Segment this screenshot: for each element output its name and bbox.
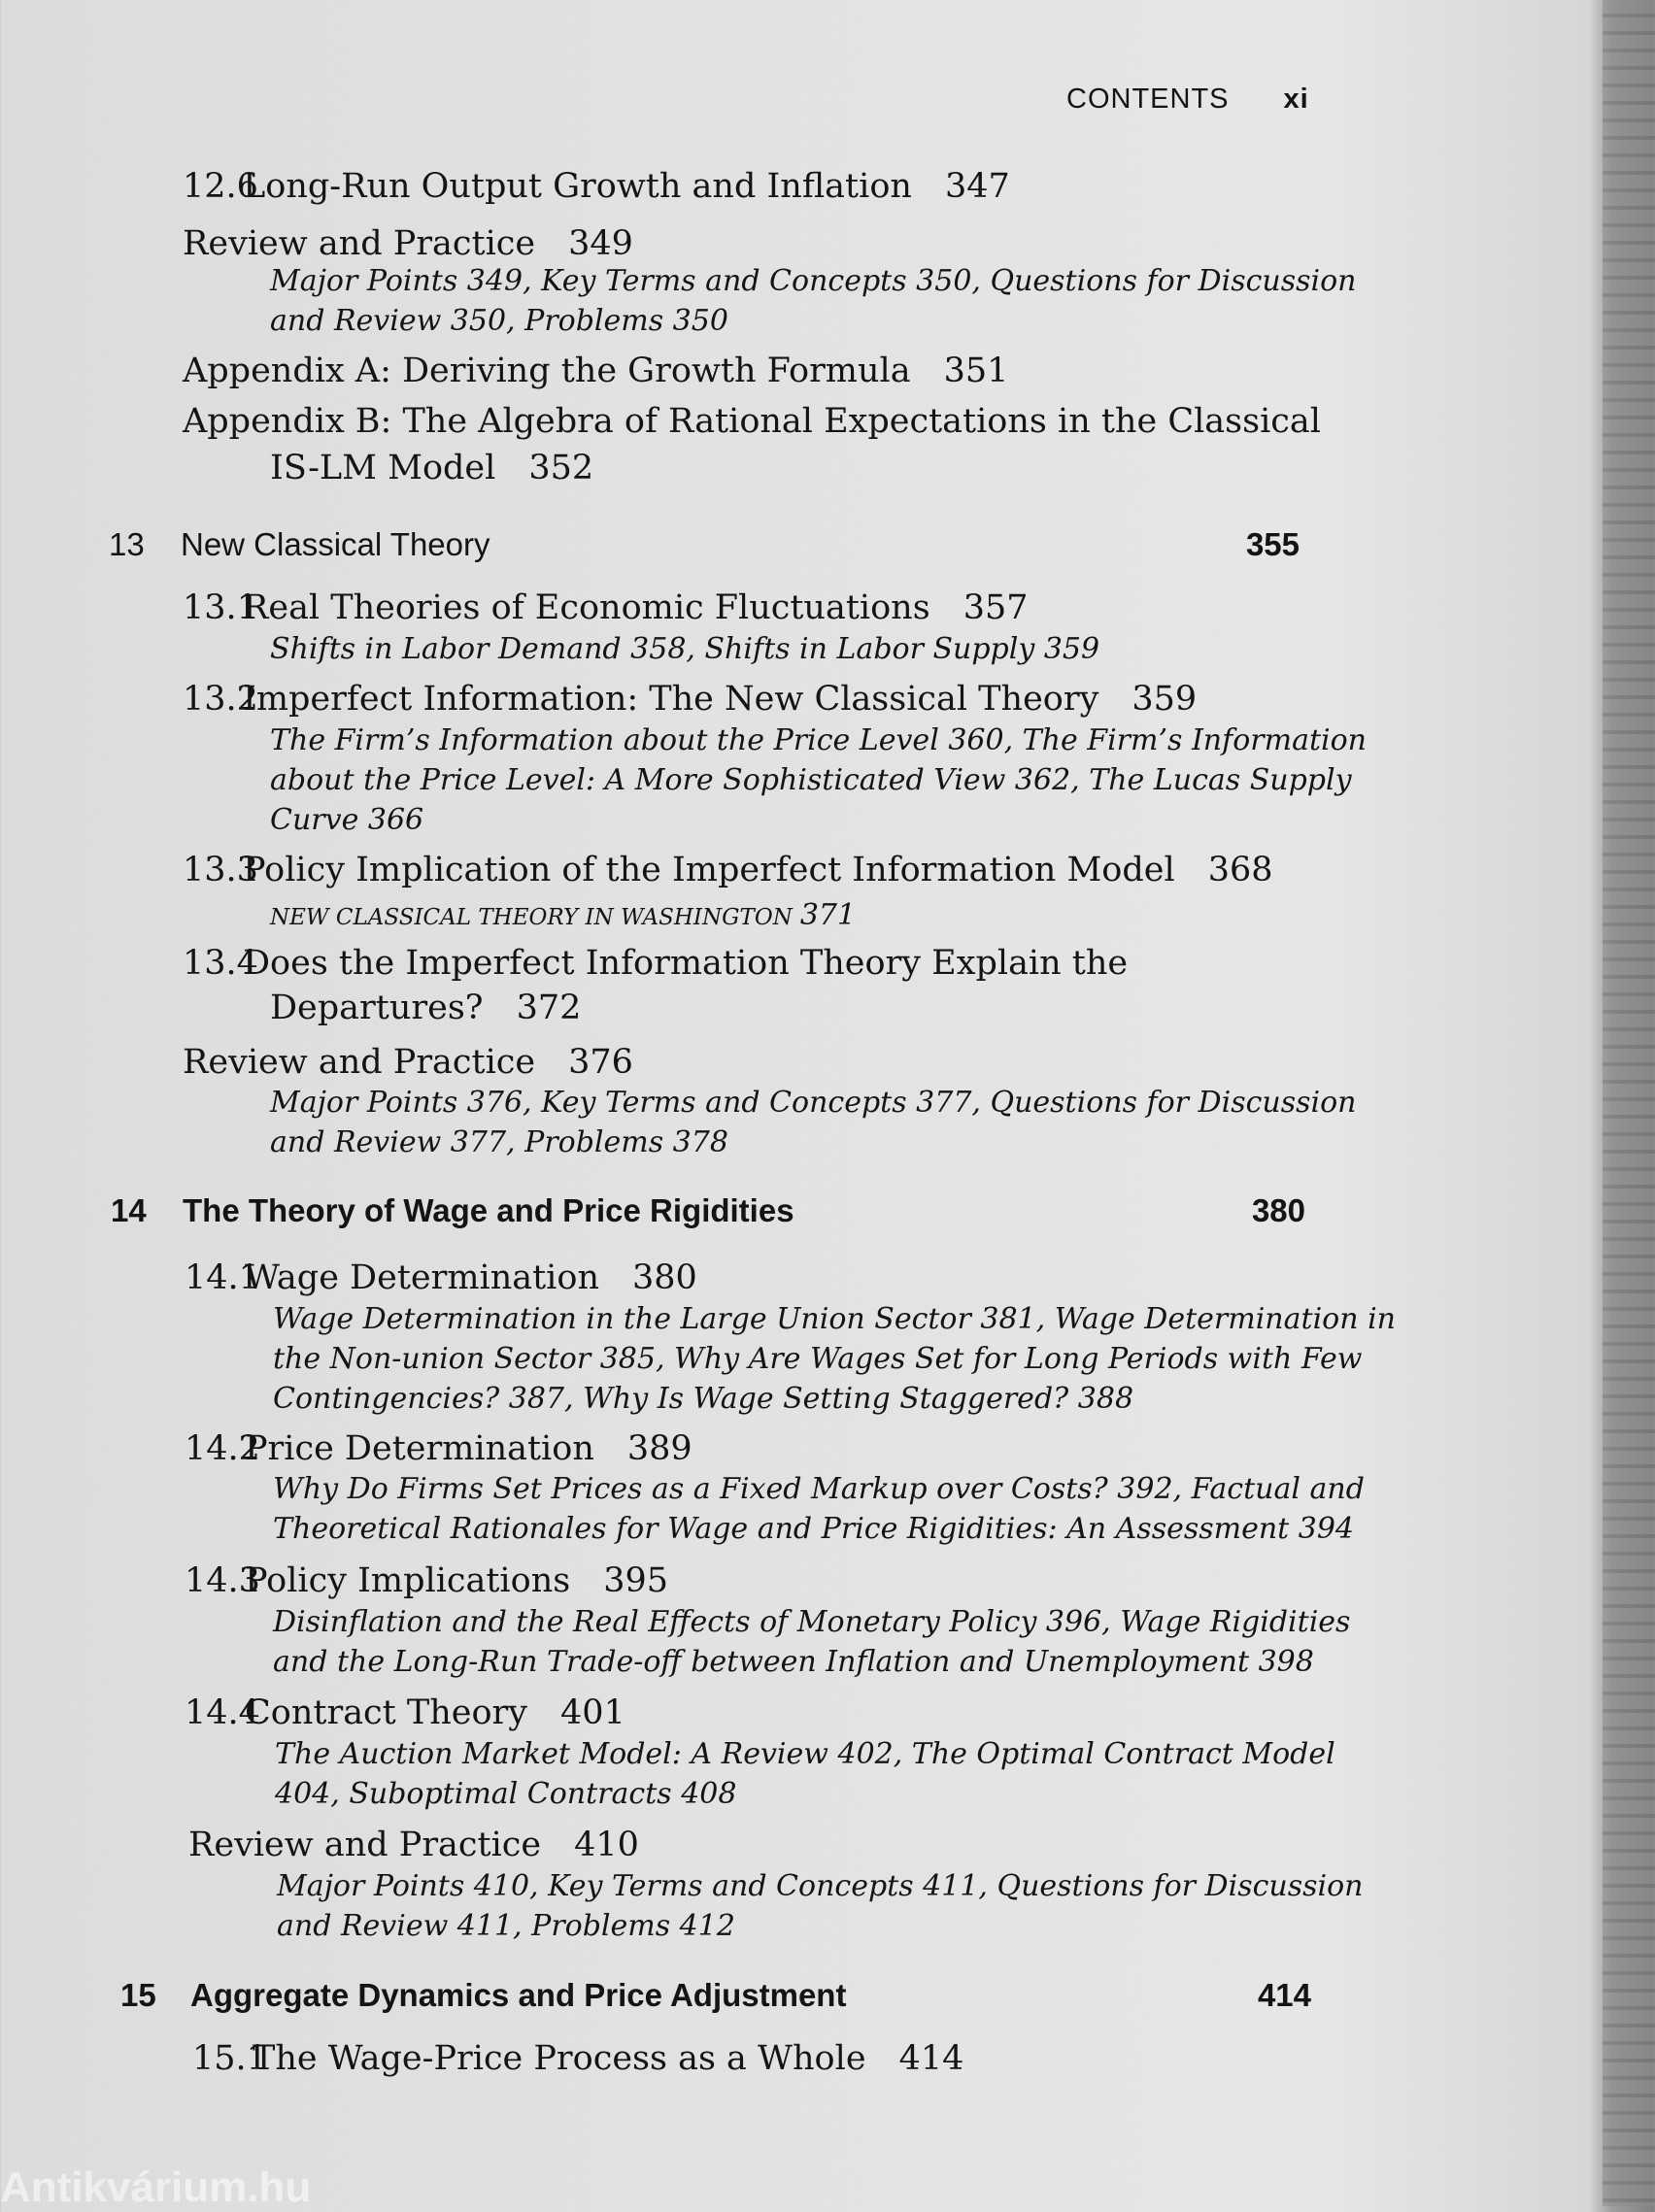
boxed-feature-title: NEW CLASSICAL THEORY IN WASHINGTON — [270, 905, 793, 930]
subtopic-line: The Auction Market Model: A Review 402, The Optimal Contract Model — [275, 1737, 1335, 1771]
section-title: Real Theories of Economic Fluctuations — [243, 588, 930, 627]
section-number: 13.1 — [183, 588, 258, 627]
toc-entry-13-2 — [183, 680, 1197, 719]
subtopic-line: Major Points 349, Key Terms and Concepts 350, Questions for Discussion — [270, 264, 1357, 298]
entry-title: Review and Practice — [183, 1043, 536, 1082]
subtopic-line: and the Long-Run Trade-off between Inflation and Unemployment 398 — [273, 1645, 1314, 1679]
toc-entry-appendix-b-cont — [270, 449, 593, 487]
chapter-number: 13 — [109, 526, 145, 562]
subtopic-line: and Review 411, Problems 412 — [277, 1909, 735, 1943]
entry-page: 349 — [568, 224, 633, 263]
section-title: The Wage-Price Process as a Whole — [253, 2039, 866, 2078]
entry-page: 376 — [568, 1043, 633, 1082]
section-page: 357 — [963, 588, 1029, 627]
section-number: 14.2 — [185, 1429, 260, 1468]
subtopic-line: Theoretical Rationales for Wage and Price Rigidities: An Assessment 394 — [273, 1512, 1355, 1546]
toc-entry-15-1 — [192, 2039, 963, 2078]
chapter-page: 355 — [1245, 526, 1300, 562]
section-number: 13.3 — [183, 851, 258, 889]
watermark: Antikvárium.hu — [0, 2163, 312, 2211]
section-number: 14.1 — [185, 1258, 260, 1297]
entry-title: Appendix A: Deriving the Growth Formula — [183, 352, 911, 390]
section-title: Policy Implications — [245, 1561, 571, 1600]
section-number: 14.4 — [185, 1693, 260, 1732]
chapter-title: New Classical Theory — [181, 526, 490, 562]
section-title: Wage Determination — [245, 1258, 599, 1297]
section-title-cont: Departures? — [270, 989, 484, 1027]
header-page-number: xi — [1283, 84, 1309, 115]
entry-title-cont: IS-LM Model — [270, 449, 496, 487]
toc-entry-12-6 — [183, 167, 1010, 206]
toc-entry-14-2 — [185, 1429, 692, 1468]
subtopic-line: Curve 366 — [270, 803, 424, 837]
section-page: 395 — [603, 1561, 669, 1600]
section-page: 347 — [944, 167, 1010, 206]
book-edge-shadow — [1603, 0, 1655, 2206]
subtopic-line: and Review 350, Problems 350 — [270, 304, 728, 338]
section-title: Long-Run Output Growth and Inflation — [243, 167, 912, 206]
section-page: 401 — [560, 1693, 625, 1732]
toc-entry-14-3 — [185, 1561, 668, 1600]
subtopic-line: 404, Suboptimal Contracts 408 — [275, 1777, 737, 1811]
chapter-title: Aggregate Dynamics and Price Adjustment — [190, 1977, 847, 2013]
review-12-subtopics — [270, 261, 1356, 341]
toc-entry-14-1 — [185, 1258, 697, 1297]
section-page: 372 — [516, 989, 582, 1027]
entry-page: 410 — [574, 1826, 639, 1864]
toc-entry-appendix-b — [183, 402, 1321, 441]
entry-title: Review and Practice — [183, 224, 536, 263]
subtopic-line: about the Price Level: A More Sophisticated View 362, The Lucas Supply — [270, 763, 1352, 797]
toc-entry-appendix-a — [183, 352, 1008, 390]
entry-title: Review and Practice — [188, 1826, 542, 1864]
chapter-number: 14 — [111, 1192, 147, 1228]
section-14-2-subtopics — [273, 1469, 1365, 1549]
toc-entry-13-3 — [183, 851, 1273, 889]
review-14-subtopics — [277, 1866, 1363, 1946]
subtopic-line: Wage Determination in the Large Union Sector 381, Wage Determination in — [273, 1302, 1396, 1336]
subtopic-line: Shifts in Labor Demand 358, Shifts in Labor Supply 359 — [270, 632, 1100, 666]
boxed-feature-page: 371 — [799, 898, 857, 932]
toc-entry-13-4-cont — [270, 989, 581, 1027]
section-title: Imperfect Information: The New Classical Theory — [243, 680, 1099, 719]
chapter-14-heading — [111, 1192, 1305, 1229]
section-page: 359 — [1131, 680, 1198, 719]
chapter-15-heading — [120, 1977, 1311, 2014]
section-title: Price Determination — [245, 1429, 594, 1468]
section-title: Policy Implication of the Imperfect Information Model — [243, 851, 1175, 889]
chapter-13-heading — [109, 526, 1300, 563]
subtopic-line: Major Points 410, Key Terms and Concepts 411, Questions for Discussion — [277, 1869, 1364, 1903]
chapter-page: 380 — [1251, 1192, 1305, 1228]
section-14-4-subtopics — [275, 1734, 1335, 1814]
toc-entry-13-1 — [183, 588, 1029, 627]
toc-entry-review-14 — [188, 1826, 639, 1864]
section-14-1-subtopics — [273, 1299, 1396, 1419]
chapter-page: 414 — [1257, 1977, 1311, 2013]
subtopic-line: The Firm’s Information about the Price Level 360, The Firm’s Information — [270, 723, 1367, 757]
toc-entry-review-12 — [183, 224, 633, 263]
section-page: 414 — [898, 2039, 964, 2078]
subtopic-line: Disinflation and the Real Effects of Monetary Policy 396, Wage Rigidities — [273, 1605, 1351, 1639]
entry-page: 352 — [528, 449, 594, 487]
chapter-title: The Theory of Wage and Price Rigidities — [183, 1192, 794, 1228]
section-13-3-subtopics — [270, 895, 856, 935]
toc-entry-14-4 — [185, 1693, 625, 1732]
header-label: CONTENTS — [1066, 84, 1230, 115]
section-14-3-subtopics — [273, 1602, 1350, 1682]
section-number: 15.1 — [192, 2039, 268, 2078]
running-header — [1066, 84, 1309, 116]
section-number: 12.6 — [183, 167, 258, 206]
entry-page: 351 — [943, 352, 1009, 390]
subtopic-line: Why Do Firms Set Prices as a Fixed Markup over Costs? 392, Factual and — [273, 1472, 1365, 1506]
section-title: Does the Imperfect Information Theory Explain the — [243, 944, 1129, 983]
toc-entry-13-4 — [183, 944, 1128, 983]
section-page: 389 — [626, 1429, 692, 1468]
chapter-number: 15 — [120, 1977, 156, 2013]
subtopic-line: the Non-union Sector 385, Why Are Wages Set for Long Periods with Few — [273, 1342, 1363, 1376]
section-page: 368 — [1207, 851, 1273, 889]
section-number: 13.2 — [183, 680, 258, 719]
section-13-2-subtopics — [270, 721, 1367, 840]
section-title: Contract Theory — [245, 1693, 528, 1732]
subtopic-line: Contingencies? 387, Why Is Wage Setting Staggered? 388 — [273, 1382, 1134, 1416]
review-13-subtopics — [270, 1083, 1356, 1162]
section-number: 13.4 — [183, 944, 258, 983]
subtopic-line: and Review 377, Problems 378 — [270, 1125, 728, 1159]
entry-title: Appendix B: The Algebra of Rational Expectations in the Classical — [183, 402, 1321, 441]
section-number: 14.3 — [185, 1561, 260, 1600]
section-13-1-subtopics — [270, 629, 1099, 669]
subtopic-line: Major Points 376, Key Terms and Concepts 377, Questions for Discussion — [270, 1086, 1357, 1120]
section-page: 380 — [632, 1258, 697, 1297]
toc-entry-review-13 — [183, 1043, 633, 1082]
